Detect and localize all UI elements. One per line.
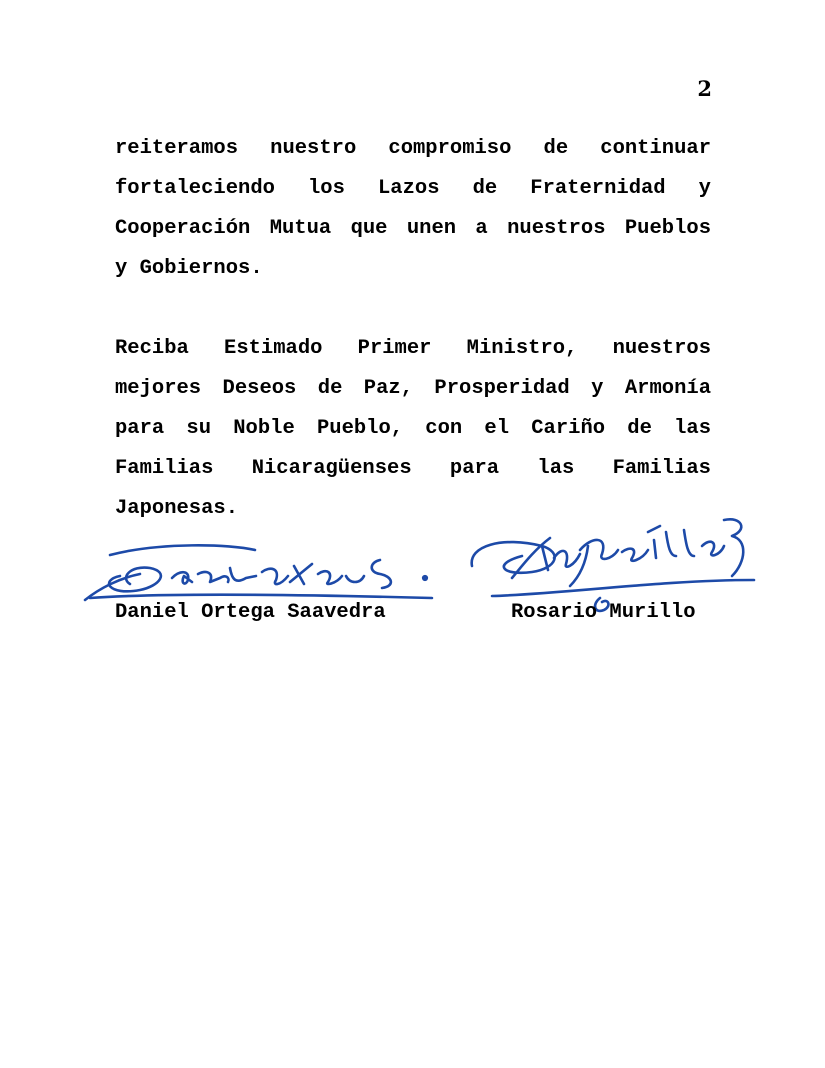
text-line: Reciba Estimado Primer Ministro, nuestros <box>115 337 711 360</box>
text-line: Familias Nicaragüenses para las Familias <box>115 457 711 480</box>
text-line: reiteramos nuestro compromiso de continuar <box>115 137 711 160</box>
paragraph-wishes <box>115 329 711 529</box>
signatory-name-left: Daniel Ortega Saavedra <box>115 601 386 624</box>
text-line: para su Noble Pueblo, con el Cariño de las <box>115 417 711 440</box>
text-line: Cooperación Mutua que unen a nuestros Pueblos <box>115 217 711 240</box>
signatory-name-right: Rosario Murillo <box>511 601 696 624</box>
text-line: fortaleciendo los Lazos de Fraternidad y <box>115 177 711 200</box>
paragraph-closing-commitment <box>115 129 711 289</box>
text-line: Japonesas. <box>115 497 239 520</box>
page-number: 2 <box>697 76 712 101</box>
text-line: y Gobiernos. <box>115 257 263 280</box>
text-line: mejores Deseos de Paz, Prosperidad y Armonía <box>115 377 711 400</box>
